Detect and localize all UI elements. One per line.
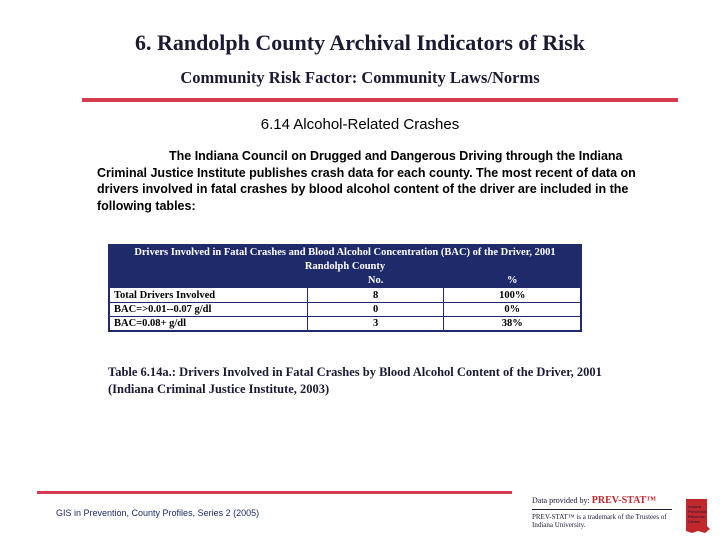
page-title: 6. Randolph County Archival Indicators of Risk (134, 30, 586, 55)
bac-table (108, 244, 582, 332)
page-subtitle: Community Risk Factor: Community Laws/Norms (180, 68, 540, 87)
table-row (110, 302, 581, 316)
row-label: BAC=0.08+ g/dl (110, 316, 308, 330)
row-no: 0 (307, 302, 444, 316)
table-title: Drivers Involved in Fatal Crashes and Blood Alcohol Concentration (BAC) of the Driver, 2001 (110, 246, 581, 260)
row-pct: 100% (444, 288, 581, 302)
column-header-pct: % (444, 274, 581, 288)
credit-provided-by: Data provided by: (532, 496, 590, 505)
row-no: 3 (307, 316, 444, 330)
credit-divider (532, 509, 672, 510)
table-county: Randolph County (110, 260, 581, 274)
footer-series: GIS in Prevention, County Profiles, Series 2 (2005) (56, 508, 260, 518)
row-no: 8 (307, 288, 444, 302)
table-row (110, 288, 581, 302)
section-heading: 6.14 Alcohol-Related Crashes (260, 116, 460, 133)
data-credit (532, 497, 672, 530)
header-divider (82, 98, 678, 102)
intro-paragraph: The Indiana Council on Drugged and Dangerous Driving through the Indiana Criminal Justice Institute publishes crash data for each county. The most recent of data on drivers involved in fatal crashes by blood alcohol content of the driver are included in the following tables: (97, 149, 636, 213)
footer-divider (37, 491, 512, 494)
column-header-no: No. (307, 274, 444, 288)
row-pct: 38% (444, 316, 581, 330)
row-pct: 0% (444, 302, 581, 316)
row-label: Total Drivers Involved (110, 288, 308, 302)
table-row (110, 316, 581, 330)
credit-trademark: PREV-STAT™ is a trademark of the Trustees of Indiana University. (532, 512, 667, 529)
credit-brand: PREV-STAT™ (591, 495, 657, 506)
row-label: BAC=>0.01--0.07 g/dl (110, 302, 308, 316)
table-caption: Table 6.14a.: Drivers Involved in Fatal Crashes by Blood Alcohol Content of the Driver, 2001 (Indiana Criminal Justice Institute, 2003) (108, 365, 602, 396)
logo-caption: Indiana Prevention Resource Center (688, 504, 708, 524)
column-header-label (110, 274, 308, 288)
